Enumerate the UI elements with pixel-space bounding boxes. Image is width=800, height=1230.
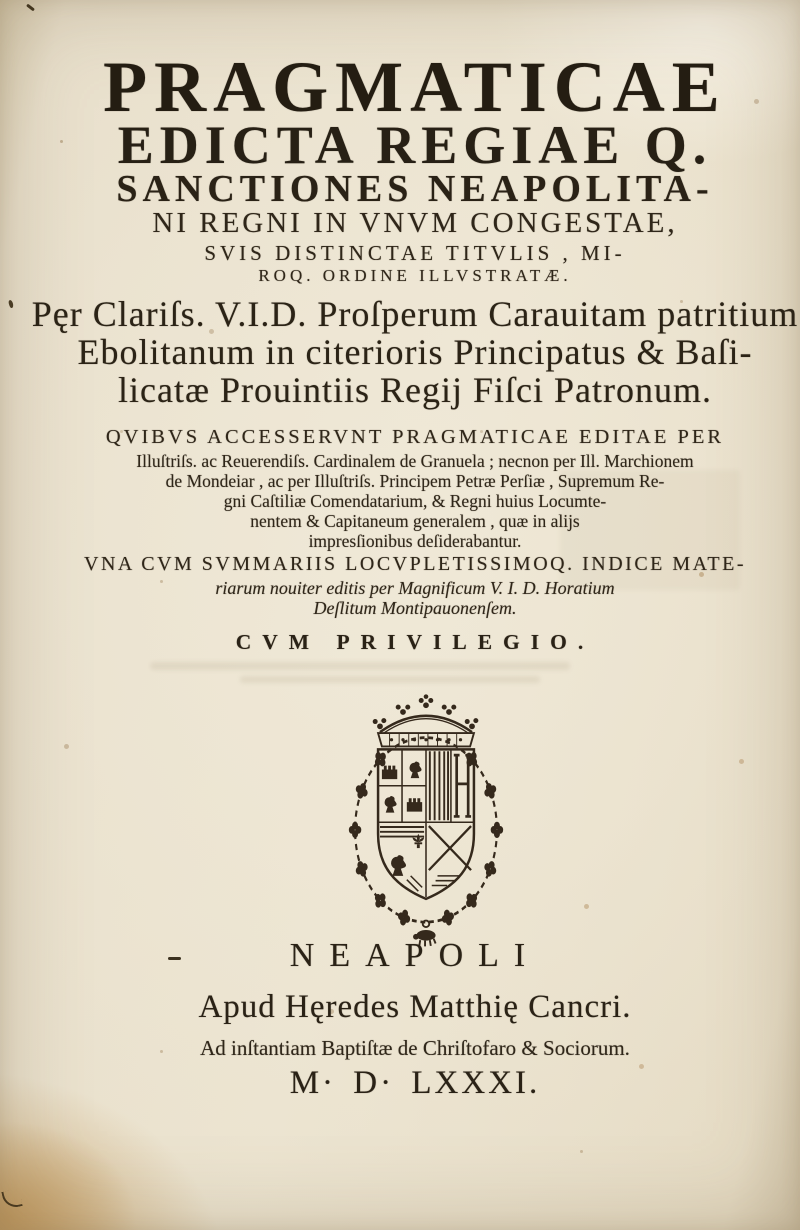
additions-line-3: de Mondeiar , ac per Illuſtriſs. Principem Petræ Perſiæ , Supremum Re- <box>165 471 665 491</box>
ink-speck <box>26 4 35 12</box>
author-line-2: Ebolitanum in citerioris Principatus & Baſi- <box>77 332 753 372</box>
title-line-4: NI REGNI IN VNVM CONGESTAE, <box>152 207 678 239</box>
index-line-3: Deſlitum Montipauonenſem. <box>313 598 517 618</box>
title-line-2: EDICTA REGIAE Q. <box>117 115 713 175</box>
additions-line-4: gni Caſtiliæ Comendatarium, & Regni huius Locumte- <box>223 491 607 511</box>
additions-line-5: nentem & Capitaneum generalem , quæ in alijs <box>250 511 580 531</box>
additions-line-6: impresſionibus deſiderabantur. <box>308 531 522 551</box>
index-line-2: riarum nouiter editis per Magnificum V. I. D. Horatium <box>215 578 615 598</box>
imprint-place: NEAPOLI <box>289 937 541 974</box>
corner-ink-scribble <box>1 1188 22 1209</box>
author-line-1: Pęr Clariſs. V.I.D. Proſperum Carauitam patritium <box>31 294 799 334</box>
royal-coat-of-arms-icon <box>330 688 522 966</box>
title-line-1: PRAGMATICAE <box>103 47 727 127</box>
additions-line-1: QVIBVS ACCESSERVNT PRAGMATICAE EDITAE PER <box>105 426 725 448</box>
show-through-smudge <box>240 676 540 683</box>
quartered-shield <box>378 749 474 899</box>
imprint-publisher: Apud Hęredes Matthię Cancri. <box>198 989 632 1025</box>
privilege-line: CVM PRIVILEGIO. <box>235 630 595 654</box>
author-line-3: licatæ Prouintiis Regij Fiſci Patronum. <box>118 370 712 410</box>
title-line-3: SANCTIONES NEAPOLITA- <box>116 168 714 210</box>
imprint-patron: Ad inſtantiam Baptiſtæ de Chriſtofaro & Sociorum. <box>200 1036 630 1060</box>
crown <box>373 694 479 746</box>
imprint-year: M· D· LXXXI. <box>289 1065 541 1101</box>
show-through-smudge <box>150 662 570 670</box>
title-line-5: SVIS DISTINCTAE TITVLIS , MI- <box>204 241 626 265</box>
margin-ink-mark <box>8 300 14 309</box>
additions-line-2: Illuſtriſs. ac Reuerendiſs. Cardinalem de Granuela ; necnon per Ill. Marchionem <box>136 451 694 471</box>
title-line-6: ROQ. ORDINE ILLVSTRATÆ. <box>258 266 572 285</box>
index-line-1: VNA CVM SVMMARIIS LOCVPLETISSIMOQ. INDICE MATE- <box>84 553 746 575</box>
